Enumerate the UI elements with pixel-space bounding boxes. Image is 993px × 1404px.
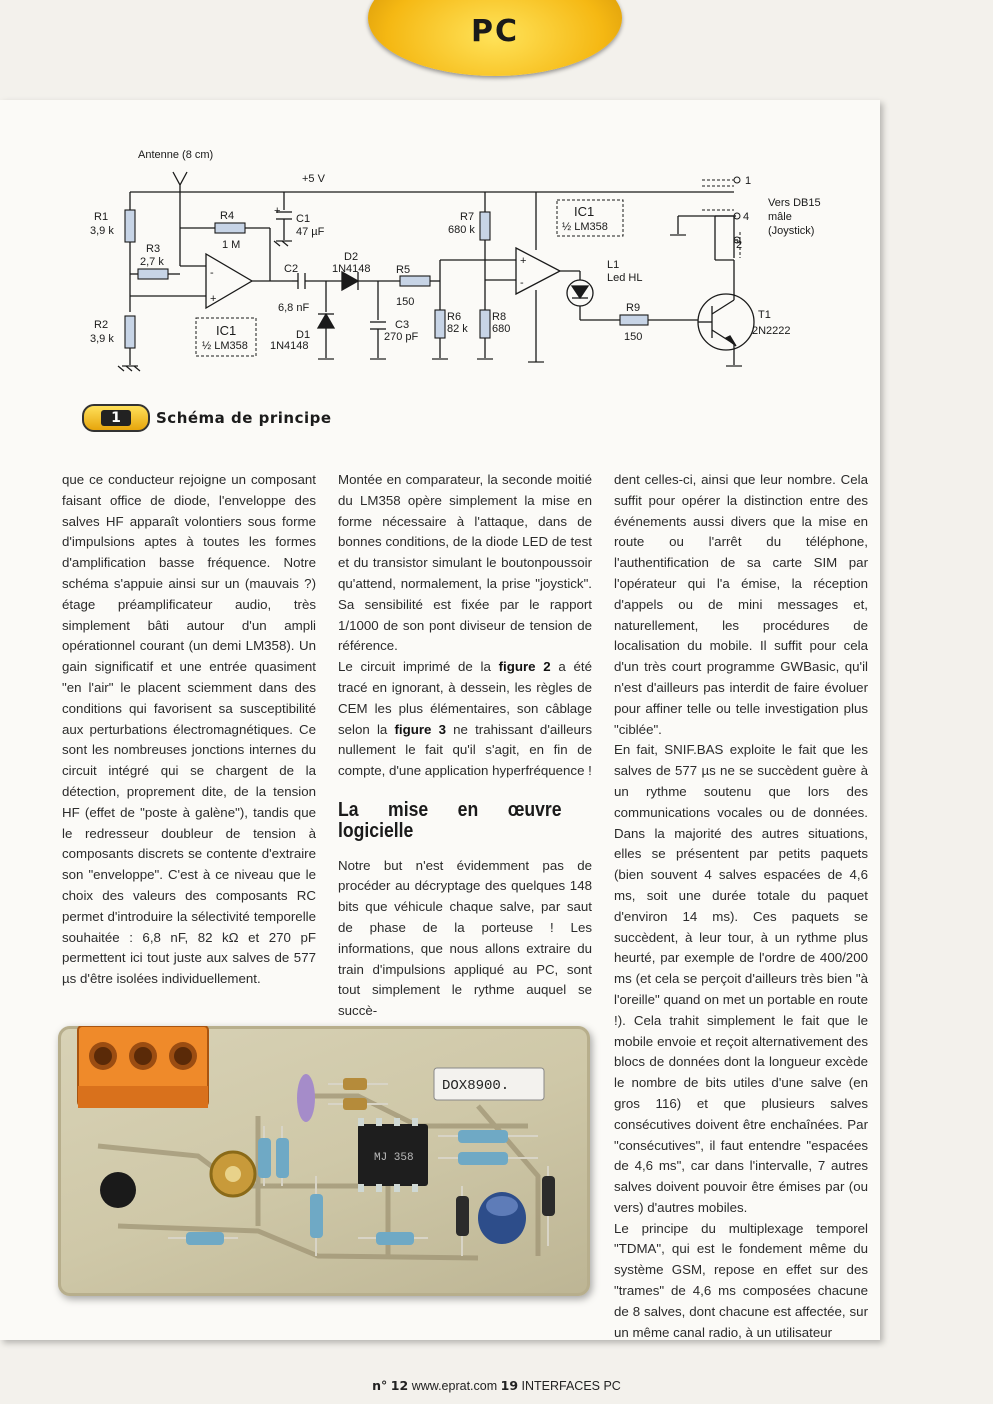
ic1a-label: IC1 — [216, 323, 237, 338]
r6-label: R6 — [447, 311, 462, 323]
d1-label: D1 — [296, 329, 311, 341]
figure-number-badge — [82, 404, 150, 432]
schematic-diagram — [70, 140, 870, 400]
r3-label: R3 — [146, 243, 161, 255]
r4-label: R4 — [220, 210, 235, 222]
figure-caption — [82, 405, 332, 431]
paragraph: Notre but n'est évidemment pas de procéder au décryptage des quelques 148 bits que véhicule chaque salve, par saut de phase de la porteuse ! Les informations, que nous allons extraire du train d'impulsions appliqué au PC, sont tout simplement le rythme auquel se succè- — [338, 857, 592, 1019]
figure-3-reference: figure 3 — [394, 721, 446, 737]
magazine-name: INTERFACES PC — [521, 1379, 621, 1393]
r1-value: 3,9 k — [90, 225, 114, 237]
connector-label-2: mâle — [768, 211, 792, 223]
paragraph: Le principe du multiplexage temporel "TDMA", qui est le fondement même du système GSM, repose en effet sur des "trames" de 4,6 ms composées chacune de 8 salves, dont chacune est affectée, sur un même canal radio, à un utilisateur — [614, 1220, 868, 1340]
paragraph: dent celles-ci, ainsi que leur nombre. Cela suffit pour opérer la distinction entre des événements aussi divers que la mise en route ou l'arrêt du téléphone, l'authentification de sa carte SIM par l'opérateur qui l'a émise, la réception d'appels ou de mini messages et, naturellement, les procédures de localisation du mobile. Il suffit pour cela d'un très court programme GWBasic, qu'il n'est d'ailleurs pas interdit de faire évoluer pour affiner telle ou telle investigation plus "ciblée". — [614, 472, 868, 737]
d2-label: D2 — [344, 251, 359, 263]
ic-marking: MJ 358 — [374, 1152, 414, 1164]
section-tab — [368, 0, 622, 76]
figure-title: Schéma de principe — [156, 409, 332, 427]
paragraph: Montée en comparateur, la seconde moitié du LM358 opère simplement la mise en forme nécessaire à l'attaque, dans de bonnes conditions, de la diode LED de test et du transistor simulant le boutonpoussoir qu'attend, normalement, la prise "joystick". Sa sensibilité est fixée par le rapport 1/1000 de son pont diviseur de tension de référence. — [338, 472, 592, 654]
r2-label: R2 — [94, 319, 109, 331]
ic1a-sub: ½ LM358 — [202, 340, 248, 352]
c1-plus: + — [274, 205, 281, 217]
ic1b-label: IC1 — [574, 204, 595, 219]
c3-value: 270 pF — [384, 331, 419, 343]
text-column-3 — [614, 470, 868, 1343]
figure-number: 1 — [101, 410, 131, 426]
t1-label: T1 — [758, 309, 771, 321]
paragraph: Le circuit imprimé de la figure 2 a été tracé en ignorant, à dessein, les règles de CEM les plus élémentaires, son câblage selon la figure 3 ne trahissant d'ailleurs nullement le fait qu'il s'agit, en fin de compte, d'une application hyperfréquence ! — [338, 659, 592, 779]
antenna-label: Antenne (8 cm) — [138, 149, 214, 161]
c2-value: 6,8 nF — [278, 302, 310, 314]
opamp-b-minus: - — [520, 277, 524, 289]
website-link[interactable]: www.eprat.com — [411, 1379, 498, 1393]
paragraph: En fait, SNIF.BAS exploite le fait que les salves de 577 µs ne se succèdent guère à un rythme soutenu que lors des communications vocales ou de données. Dans la majorité des autres situations, elles se présentent par petits paquets (bien souvent 4 salves espacées de 4,6 ms, soit une durée totale du paquet d'environ 14 ms). Ces paquets se succèdent, à leur tour, à un rythme plus heurté, par exemple de l'ordre de 400/200 ms (et cela se perçoit d'ailleurs très bien "à l'oreille" quand on met un portable en route !). Cela trahit simplement le fait que le mobile envoie et reçoit alternativement des blocs de données dont la longueur excède le nombre de bits utiles d'une salve (en gros 116) et que plusieurs salves consécutives doivent être enchaînées. Par "consécutives", il faut entendre "espacées de 4,6 ms", car dans l'intervalle, 7 autres salves doivent pouvoir être émises par (ou vers) d'autres mobiles. — [614, 742, 868, 1215]
r3-value: 2,7 k — [140, 256, 164, 268]
r5-value: 150 — [396, 296, 415, 308]
r7-label: R7 — [460, 211, 475, 223]
circuit-board-photo — [58, 1026, 590, 1296]
r4-value: 1 M — [222, 239, 241, 251]
r9-value: 150 — [624, 331, 643, 343]
chip-label: DOX8900. — [442, 1078, 510, 1094]
opamp-a-plus: + — [210, 293, 217, 305]
d1-value: 1N4148 — [270, 340, 309, 352]
c2-label: C2 — [284, 263, 299, 275]
r8-label: R8 — [492, 311, 507, 323]
r7-value: 680 k — [448, 224, 475, 236]
connector-pin-1: 1 — [745, 175, 752, 187]
connector-pin-2: 2 — [736, 239, 743, 251]
l1-value: Led HL — [607, 272, 643, 284]
c1-value: 47 µF — [296, 226, 325, 238]
text-column-2 — [338, 470, 592, 1022]
connector-label-3: (Joystick) — [768, 225, 815, 237]
ic1b-sub: ½ LM358 — [562, 221, 608, 233]
supply-label: +5 V — [302, 173, 325, 185]
paragraph: que ce conducteur rejoigne un composant faisant office de diode, l'enveloppe des salves HF apparaît volontiers sous forme d'impulsions aptes à toutes les formes d'amplification basse fréquence. Notre schéma s'appuie ainsi sur un (mauvais ?) étage préamplificateur audio, très simplement bâti autour d'un ampli opérationnel courant (un demi LM358). Un gain significatif et une entrée quasiment "en l'air" le placent sciemment dans des conditions qui favorisent sa susceptibilité aux perturbations électromagnétiques. Ce sont les nombreuses jonctions internes du circuit intégré qui se chargent de la détection, proprement dite, de la tension HF (effet de "poste à galène"), tandis que le redresseur doubleur de tension à composants discrets se contente d'extraire son "enveloppe". C'est à ce niveau que le choix des valeurs des composants RC permet d'introduire la sélectivité temporelle souhaitée : 6,8 nF, 82 kΩ et 270 pF permettent ici tout juste aux salves de 577 µs d'être isolées individuellement. — [62, 472, 316, 987]
connector-label-1: Vers DB15 — [768, 197, 821, 209]
section-tab-label: PC — [470, 14, 519, 49]
opamp-b-plus: + — [520, 255, 527, 267]
opamp-a-minus: - — [210, 267, 214, 279]
issue-number: 12 — [390, 1378, 409, 1393]
section-heading: La mise en œuvre logicielle — [338, 798, 562, 842]
circuit-board-illustration — [58, 1026, 590, 1296]
page-number: 19 — [500, 1378, 519, 1393]
figure-2-reference: figure 2 — [498, 659, 551, 675]
connector-pin-4: 4 — [743, 211, 750, 223]
schematic-figure — [70, 140, 870, 400]
d2-value: 1N4148 — [332, 263, 371, 275]
c1-label: C1 — [296, 213, 311, 225]
r5-label: R5 — [396, 264, 411, 276]
r2-value: 3,9 k — [90, 333, 114, 345]
r9-label: R9 — [626, 302, 641, 314]
l1-label: L1 — [607, 259, 620, 271]
c3-label: C3 — [395, 319, 410, 331]
text-column-1 — [62, 470, 316, 990]
r1-label: R1 — [94, 211, 109, 223]
t1-value: 2N2222 — [752, 325, 791, 337]
r6-value: 82 k — [447, 323, 468, 335]
page-footer — [0, 1378, 993, 1393]
issue-prefix: n° — [372, 1378, 388, 1393]
r8-value: 680 — [492, 323, 511, 335]
